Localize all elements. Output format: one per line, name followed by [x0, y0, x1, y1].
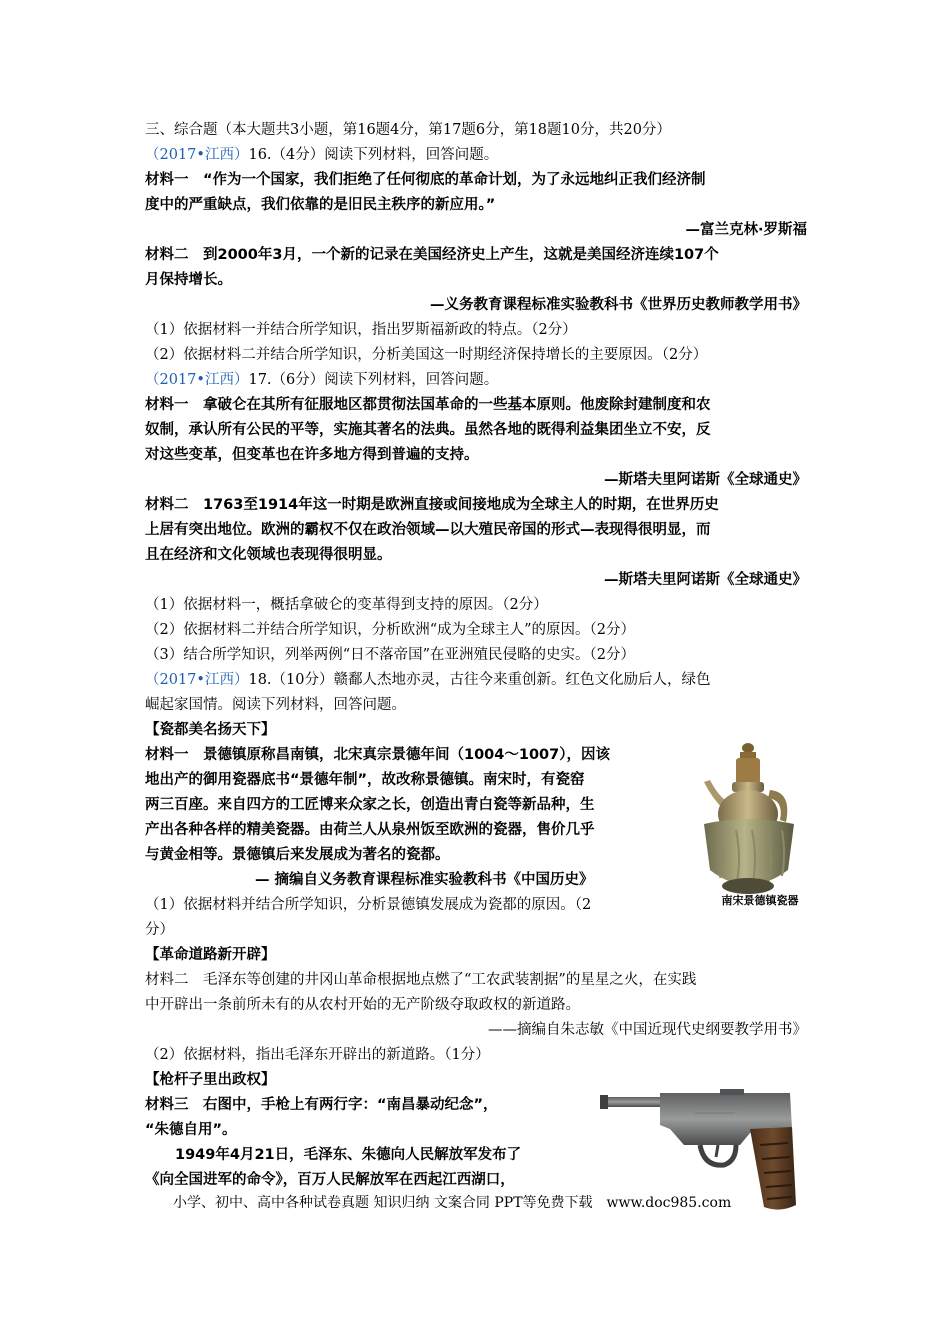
q17-m1-a: 材料一 拿破仑在其所有征服地区都贯彻法国革命的一些基本原则。他废除封建制度和农: [145, 397, 711, 413]
q16-m2-b: 月保持增长。: [145, 272, 232, 288]
q16-s2: （2）依据材料二并结合所学知识，分析美国这一时期经济保持增长的主要原因。（2分）: [145, 347, 708, 363]
q16-m2-a: 材料二 到2000年3月，一个新的记录在美国经济史上产生，这就是美国经济连续107个: [145, 247, 719, 263]
q18-m1-a: 材料一 景德镇原称昌南镇，北宋真宗景德年间（1004～1007），因该: [145, 747, 610, 763]
q18-m2-b: 中开辟出一条前所未有的从农村开始的无产阶级夺取政权的新道路。: [145, 997, 580, 1013]
q17-m1-b: 奴制，承认所有公民的平等，实施其著名的法典。虽然各地的既得利益集团坐立不安，反: [145, 422, 711, 438]
q18-m2-a: 材料二 毛泽东等创建的井冈山革命根据地点燃了“工农武装割据”的星星之火，在实践: [145, 972, 697, 988]
q18-m1-cite: — 摘编自义务教育课程标准实验教科书《中国历史》: [255, 872, 594, 888]
q18-section-gun: 【枪杆子里出政权】: [145, 1072, 276, 1088]
q18-section-revolution: 【革命道路新开辟】: [145, 947, 276, 963]
q16-source: （2017•江西）: [145, 147, 249, 163]
section-header: 三、综合题（本大题共3小题，第16题4分，第17题6分，第18题10分，共20分）: [145, 122, 671, 138]
q16-m1-b: 度中的严重缺点，我们依靠的是旧民主秩序的新应用。”: [145, 197, 496, 213]
q18-source: （2017•江西）: [145, 672, 249, 688]
q18-m3-c: 1949年4月21日，毛泽东、朱德向人民解放军发布了: [175, 1147, 522, 1163]
q18-s1-b: 分）: [145, 922, 174, 938]
q18-m3-a: 材料三 右图中，手枪上有两行字：“南昌暴动纪念”，: [145, 1097, 498, 1113]
q17-s3: （3）结合所学知识，列举两例“日不落帝国”在亚洲殖民侵略的史实。（2分）: [145, 647, 636, 663]
q16-m1-a: 材料一 “作为一个国家，我们拒绝了任何彻底的革命计划，为了永远地纠正我们经济制: [145, 172, 706, 188]
q16-head: （2017•江西）16.（4分）阅读下列材料，回答问题。: [145, 147, 499, 163]
q18-m1-e: 与黄金相等。景德镇后来发展成为著名的瓷都。: [145, 847, 450, 863]
q18-s1-a: （1）依据材料并结合所学知识，分析景德镇发展成为瓷都的原因。（2: [145, 897, 592, 913]
q16-s1: （1）依据材料一并结合所学知识，指出罗斯福新政的特点。（2分）: [145, 322, 577, 338]
q17-s1: （1）依据材料一，概括拿破仑的变革得到支持的原因。（2分）: [145, 597, 548, 613]
q18-head-b: 崛起家国情。阅读下列材料，回答问题。: [145, 697, 406, 713]
porcelain-ewer-image: [690, 740, 820, 910]
q17-m2-b: 上居有突出地位。欧洲的霸权不仅在政治领域—以大殖民帝国的形式—表现得很明显，而: [145, 522, 711, 538]
q17-s2: （2）依据材料二并结合所学知识，分析欧洲“成为全球主人”的原因。（2分）: [145, 622, 636, 638]
q18-m1-c: 两三百座。来自四方的工匠博来众家之长，创造出青白瓷等新品种，生: [145, 797, 595, 813]
q18-m3-b: “朱德自用”。: [145, 1122, 237, 1138]
q18-m2-cite: ——摘编自朱志敏《中国近现代史纲要教学用书》: [488, 1022, 807, 1038]
q18-section-porcelain: 【瓷都美名扬天下】: [145, 722, 276, 738]
exam-page: [145, 118, 807, 1193]
q17-m2-cite: —斯塔夫里阿诺斯《全球通史》: [604, 572, 807, 588]
q18-m3-d: 《向全国进军的命令》，百万人民解放军在西起江西湖口，: [145, 1172, 515, 1188]
q18-m1-b: 地出产的御用瓷器底书“景德年制”，故改称景德镇。南宋时，有瓷窑: [145, 772, 585, 788]
q17-m1-c: 对这些变革，但变革也在许多地方得到普遍的支持。: [145, 447, 479, 463]
q17-m2-c: 且在经济和文化领域也表现得很明显。: [145, 547, 392, 563]
q18-s2: （2）依据材料，指出毛泽东开辟出的新道路。（1分）: [145, 1047, 490, 1063]
footer-ad: 小学、初中、高中各种试卷真题 知识归纳 文案合同 PPT等免费下载 www.doc985.com: [173, 1195, 732, 1211]
q17-head: （2017•江西）17.（6分）阅读下列材料，回答问题。: [145, 372, 499, 388]
q17-m2-a: 材料二 1763至1914年这一时期是欧洲直接或间接地成为全球主人的时期，在世界历史: [145, 497, 719, 513]
q17-source: （2017•江西）: [145, 372, 249, 388]
q17-m1-cite: —斯塔夫里阿诺斯《全球通史》: [604, 472, 807, 488]
q16-m1-cite: —富兰克林·罗斯福: [685, 222, 807, 238]
q18-head-a: （2017•江西）18.（10分）赣鄱人杰地亦灵，古往今来重创新。红色文化励后人，绿色: [145, 672, 711, 688]
porcelain-caption: 南宋景德镇瓷器: [721, 894, 799, 907]
q16-m2-cite: —义务教育课程标准实验教科书《世界历史教师教学用书》: [430, 297, 807, 313]
q18-m1-d: 产出各种各样的精美瓷器。由荷兰人从泉州饭至欧洲的瓷器，售价几乎: [145, 822, 595, 838]
